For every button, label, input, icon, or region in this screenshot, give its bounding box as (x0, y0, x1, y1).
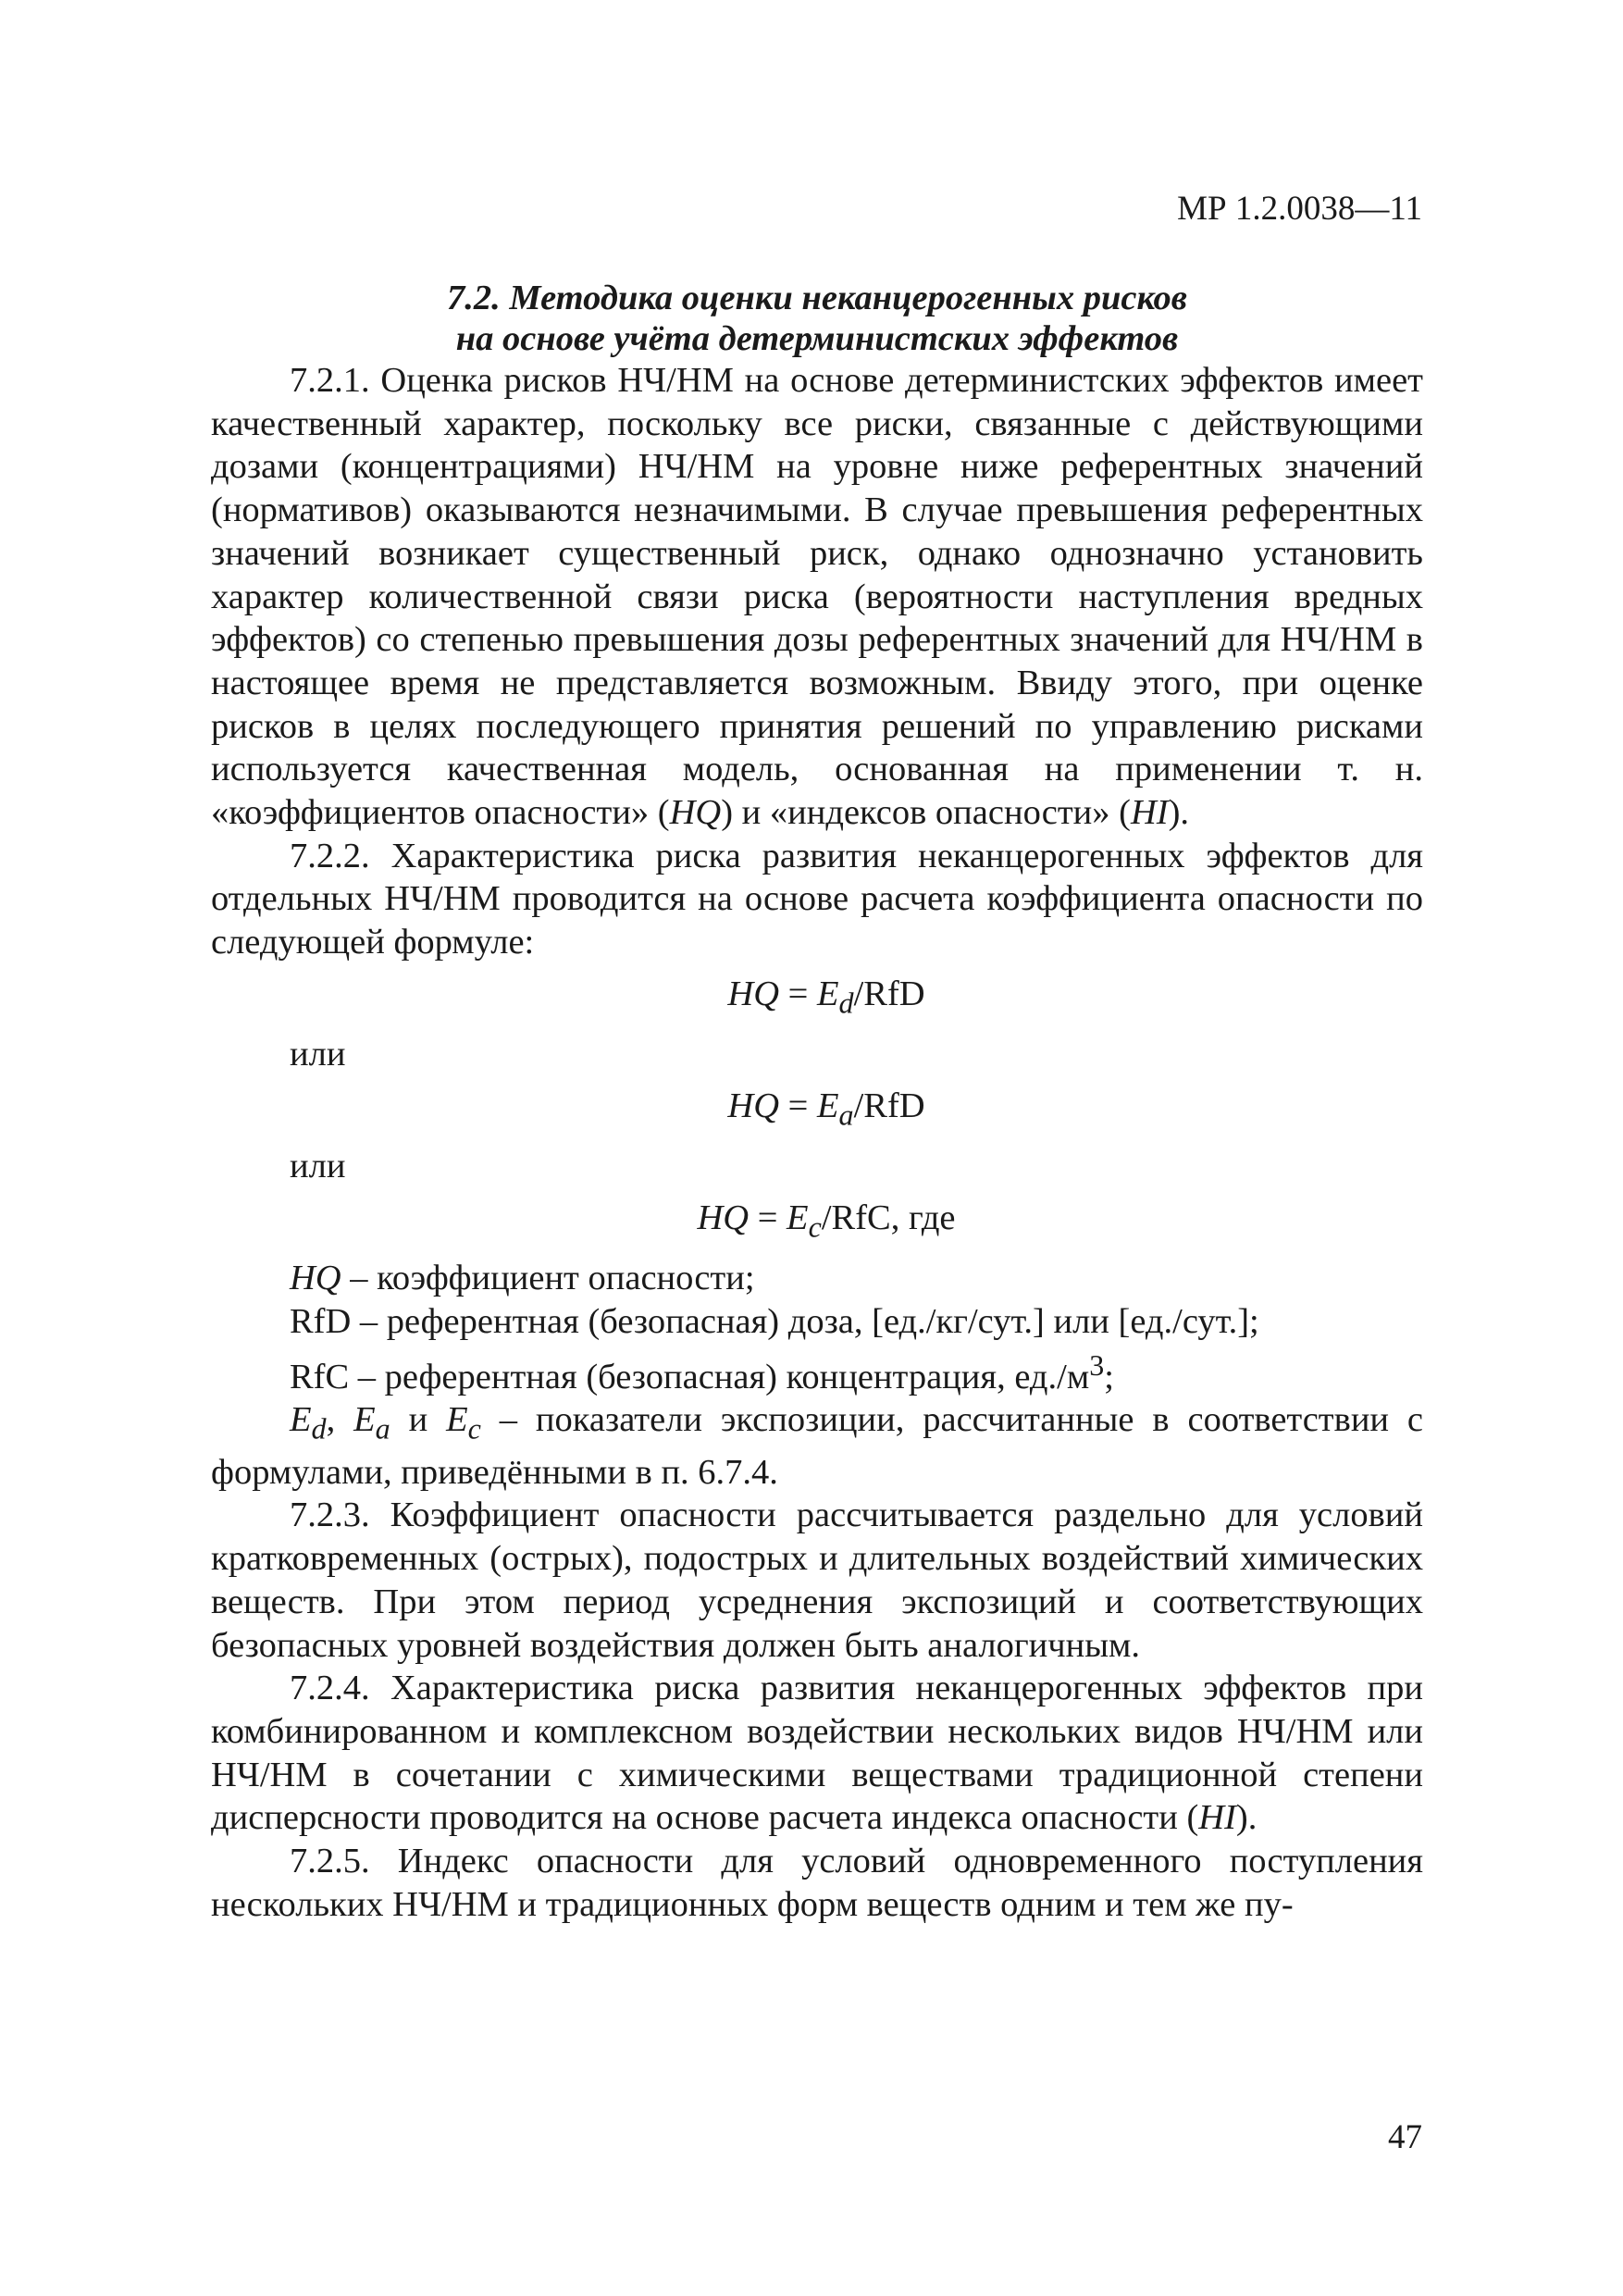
definition-exposure (211, 1398, 1423, 1494)
section-title-line-2: на основе учёта детерминистских эффектов (455, 319, 1179, 358)
subscript: d (311, 1412, 327, 1446)
or-connector: или (290, 1147, 346, 1186)
formula-subscript: c (808, 1210, 822, 1244)
formula-rhs: /RfC (821, 1198, 891, 1238)
definition-text: – показатели экспозиции, рассчитанные в соответствии с формулами, приведёнными в п. 6.7.4. (211, 1400, 1424, 1492)
or-connector: или (290, 1035, 346, 1074)
definition-rfd: RfD – референтная (безопасная) доза, [ед./кг/сут.] или [ед./сут.]; (290, 1302, 1259, 1342)
section-title (211, 278, 1423, 359)
paragraph-7-2-3: 7.2.3. Коэффициент опасности рассчитывается раздельно для условий кратковременных (острых), подострых и длительных воздействий химических веществ. При этом период усреднения экспозиций и соответствующих безопасных уровней воздействия должен быть аналогичным. (211, 1496, 1423, 1665)
formula-hq-ed (211, 973, 1423, 1024)
paragraph-7-2-5: 7.2.5. Индекс опасности для условий одновременного поступления нескольких НЧ/НМ и традиционных форм веществ одним и тем же пу- (211, 1842, 1423, 1924)
paragraph-text: 7.2.4. Характеристика риска развития неканцерогенных эффектов при комбинированном и комплексном воздействии нескольких видов НЧ/НМ или НЧ/НМ в сочетании с химическими веществами традиционной степени дисперсности проводится на основе расчета индекса опасности ( (211, 1669, 1423, 1838)
hi-symbol: HI (1198, 1798, 1236, 1838)
formula-var: E (817, 974, 839, 1013)
symbol-ec: E (446, 1400, 468, 1440)
paragraph-text: ) и «индексов опасности» ( (721, 793, 1131, 833)
symbol-ed: E (290, 1400, 312, 1440)
page-number: 47 (1388, 2118, 1422, 2156)
formula-eq: = (779, 1086, 817, 1125)
formula-var: E (817, 1086, 839, 1125)
page-body (211, 278, 1423, 1926)
paragraph-text: ). (1168, 793, 1190, 833)
formula-eq: = (749, 1198, 787, 1238)
separator: и (390, 1400, 447, 1440)
definition-text: ; (1104, 1357, 1114, 1396)
formula-rhs: /RfD (853, 974, 925, 1013)
subscript: a (375, 1412, 390, 1446)
formula-lhs: HQ (697, 1198, 750, 1238)
formula-rhs: /RfD (853, 1086, 925, 1125)
formula-lhs: HQ (727, 974, 780, 1013)
formula-hq-ea (211, 1085, 1423, 1136)
definition-symbol: HQ (290, 1259, 341, 1298)
definition-rfc (211, 1344, 1423, 1399)
symbol-ea: E (353, 1400, 376, 1440)
paragraph-text: 7.2.1. Оценка рисков НЧ/НМ на основе детерминистских эффектов имеет качественный характер, поскольку все риски, связанные с действующими дозами (концентрациями) НЧ/НМ на уровне ниже референтных значений (нормативов) оказываются незначимыми. В случае превышения референтных значений возникает существенный риск, однако однозначно установить характер количественной связи риска (вероятности наступления вредных эффектов) со степенью превышения дозы референтных значений для НЧ/НМ в настоящее время не представляется возможным. Ввиду этого, при оценке рисков в целях последующего принятия решений по управлению рисками используется качественная модель, основанная на применении т. н. «коэффициентов опасности» ( (211, 361, 1423, 833)
hi-symbol: HI (1130, 793, 1169, 833)
formula-lhs: HQ (727, 1086, 780, 1125)
paragraph-text: ). (1235, 1798, 1258, 1838)
formula-var: E (787, 1198, 809, 1238)
formula-subscript: a (838, 1098, 854, 1132)
formula-eq: = (779, 974, 817, 1013)
formula-tail: , где (890, 1198, 956, 1238)
document-code: МР 1.2.0038—11 (1177, 190, 1422, 228)
hq-symbol: HQ (669, 793, 722, 833)
subscript: c (467, 1412, 481, 1446)
section-title-line-1: 7.2. Методика оценки неканцерогенных рисков (447, 279, 1187, 317)
paragraph-7-2-2: 7.2.2. Характеристика риска развития неканцерогенных эффектов для отдельных НЧ/НМ проводится на основе расчета коэффициента опасности по следующей формуле: (211, 836, 1423, 962)
definition-hq (211, 1257, 1423, 1300)
superscript: 3 (1089, 1347, 1105, 1382)
paragraph-7-2-1 (211, 359, 1423, 835)
definition-text: RfC – референтная (безопасная) концентрация, ед./м (290, 1357, 1090, 1396)
definition-text: – коэффициент опасности; (341, 1259, 755, 1298)
formula-subscript: d (838, 986, 854, 1020)
formula-hq-ec (211, 1197, 1423, 1248)
paragraph-7-2-4 (211, 1667, 1423, 1840)
separator: , (326, 1400, 354, 1440)
